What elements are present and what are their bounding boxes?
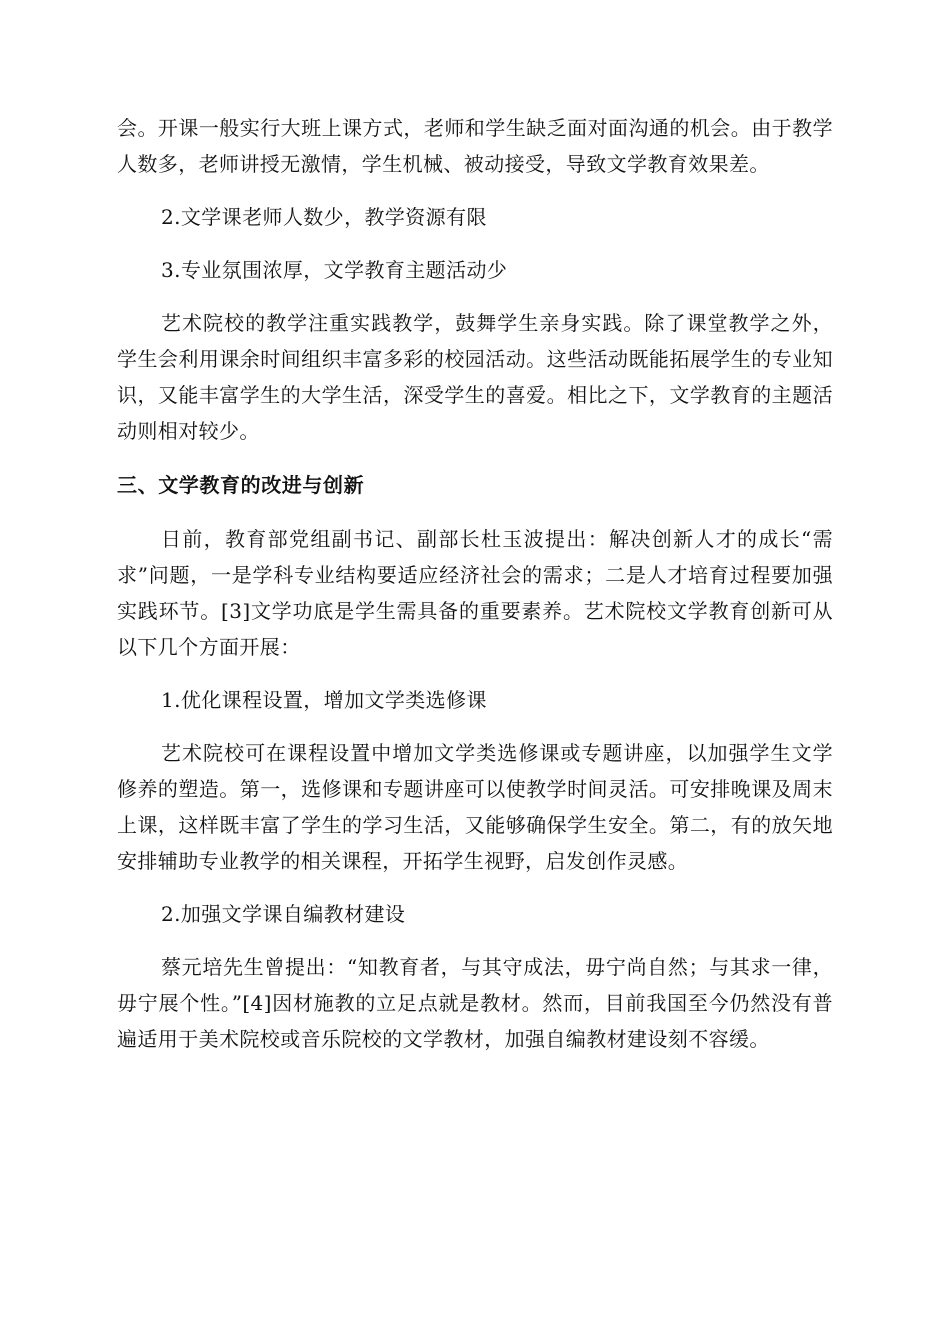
section-heading-improvement: 三、文学教育的改进与创新 bbox=[117, 473, 365, 497]
paragraph-continuation: 会。开课一般实行大班上课方式，老师和学生缺乏面对面沟通的机会。由于教学人数多，老师讲授无激情，学生机械、被动接受，导致文学教育效果差。 bbox=[117, 116, 833, 176]
subheading-teacher-shortage: 2.文学课老师人数少，教学资源有限 bbox=[161, 205, 487, 229]
subheading-theme-activities: 3.专业氛围浓厚，文学教育主题活动少 bbox=[161, 258, 508, 282]
subheading-optimize-courses: 1.优化课程设置，增加文学类选修课 bbox=[161, 688, 487, 712]
subheading-textbook-construction: 2.加强文学课自编教材建设 bbox=[161, 902, 406, 926]
paragraph-cai-yuanpei-quote: 蔡元培先生曾提出：“知教育者，与其守成法，毋宁尚自然；与其求一律，毋宁展个性。”[4]因材施教的立足点就是教材。然而，目前我国至今仍然没有普遍适用于美术院校或音乐院校的文学教材，加强自编教材建设刻不容缓。 bbox=[117, 955, 833, 1051]
paragraph-elective-courses: 艺术院校可在课程设置中增加文学类选修课或专题讲座，以加强学生文学修养的塑造。第一，选修课和专题讲座可以使教学时间灵活。可安排晚课及周末上课，这样既丰富了学生的学习生活，又能够确保学生安全。第二，有的放矢地安排辅助专业教学的相关课程，开拓学生视野，启发创作灵感。 bbox=[117, 741, 833, 873]
document-body bbox=[117, 110, 833, 1057]
paragraph-practice-teaching: 艺术院校的教学注重实践教学，鼓舞学生亲身实践。除了课堂教学之外，学生会利用课余时间组织丰富多彩的校园活动。这些活动既能拓展学生的专业知识，又能丰富学生的大学生活，深受学生的喜爱。相比之下，文学教育的主题活动则相对较少。 bbox=[117, 311, 833, 443]
paragraph-innovation-talent: 日前，教育部党组副书记、副部长杜玉波提出：解决创新人才的成长“需求”问题，一是学科专业结构要适应经济社会的需求；二是人才培育过程要加强实践环节。[3]文学功底是学生需具备的重要素养。艺术院校文学教育创新可从以下几个方面开展： bbox=[117, 527, 833, 659]
